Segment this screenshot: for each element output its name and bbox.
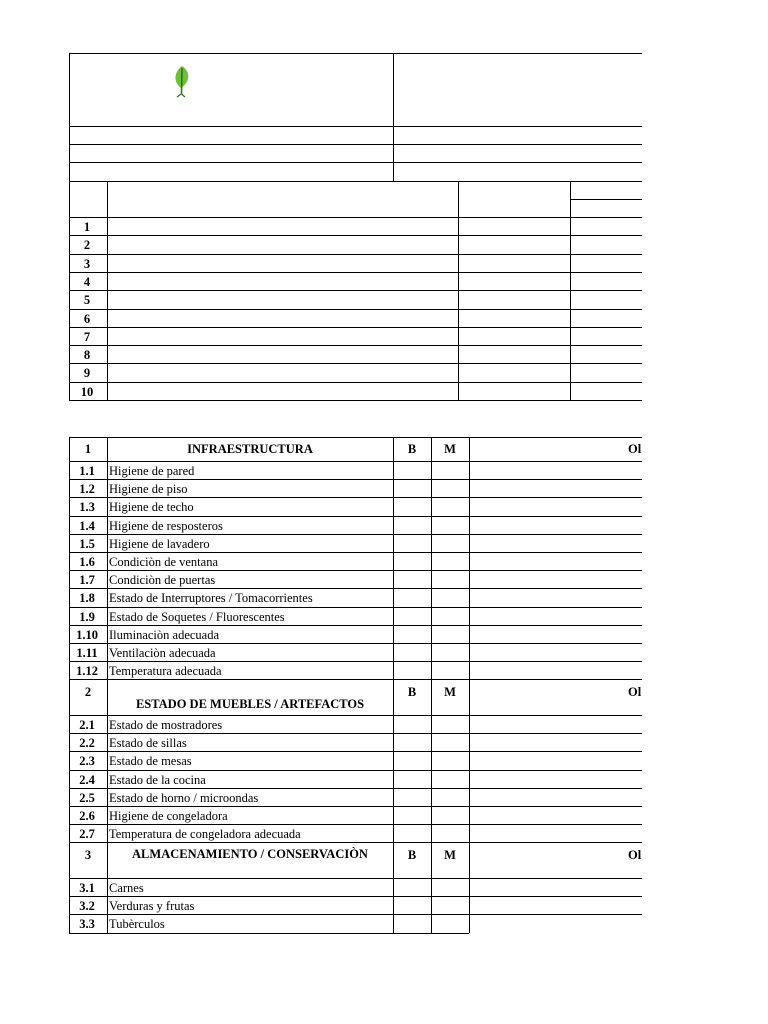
section-header-top (69, 842, 642, 843)
concesionario-row-border (69, 181, 642, 182)
carne-sub-border (570, 199, 642, 200)
item-row-border (69, 643, 642, 644)
item-row-border (69, 479, 642, 480)
item-number: 1.3 (79, 500, 95, 514)
grid-line (469, 625, 470, 643)
grid-line (107, 751, 108, 770)
personal-row-number: 5 (83, 293, 91, 308)
item-label: Higiene de techo (109, 500, 194, 514)
item-label: Estado de mostradores (109, 718, 223, 732)
grid-line (393, 534, 394, 552)
grid-line (469, 552, 470, 570)
grid-line (393, 824, 394, 842)
item-row-border (69, 588, 642, 589)
grid-line (431, 588, 432, 607)
personal-row-border (69, 272, 642, 273)
personal-row-number: 6 (83, 311, 91, 326)
b-column-header: B (407, 685, 417, 699)
grid-line (431, 479, 432, 497)
grid-line (469, 788, 470, 806)
grid-line (393, 715, 394, 733)
section-header-bottom (69, 461, 642, 462)
grid-line (107, 788, 108, 806)
item-row-border (69, 733, 642, 734)
section-title: ESTADO DE MUEBLES / ARTEFACTOS (135, 697, 365, 711)
grid-line (393, 643, 394, 661)
item-row-border (69, 751, 642, 752)
personal-row-number: 10 (80, 384, 94, 399)
section-header-bottom (69, 715, 642, 716)
grid-line (431, 625, 432, 643)
item-row-border (69, 552, 642, 553)
personal-row-number: 7 (83, 329, 91, 344)
grid-line (431, 461, 432, 479)
grid-line (393, 607, 394, 625)
grid-line (431, 896, 432, 914)
item-number: 2.4 (79, 773, 95, 787)
section-number: 3 (84, 848, 92, 862)
grid-line (469, 643, 470, 661)
grid-line (469, 733, 470, 751)
item-number: 3.3 (79, 917, 95, 931)
grid-line (393, 770, 394, 788)
grid-line (431, 534, 432, 552)
item-row-border (69, 607, 642, 608)
grid-line (469, 878, 470, 896)
grid-line (431, 661, 432, 679)
grid-line (469, 588, 470, 607)
item-number: 1.11 (76, 646, 98, 660)
item-row-border (69, 914, 642, 915)
item-row-border (69, 824, 642, 825)
grid-line (431, 770, 432, 788)
item-number: 2.2 (79, 736, 95, 750)
personal-row-border (69, 345, 642, 346)
fecha-row-border (69, 144, 642, 145)
item-label: Ventilaciòn adecuada (109, 646, 216, 660)
personal-row-number: 2 (83, 238, 91, 253)
item-label: Higiene de piso (109, 482, 188, 496)
grid-line (393, 661, 394, 679)
item-label: Temperatura de congeladora adecuada (109, 827, 301, 841)
grid-line (393, 896, 394, 914)
item-label: Verduras y frutas (109, 899, 195, 913)
personal-row-number: 8 (83, 348, 91, 363)
grid-line (107, 588, 108, 607)
grid-line (469, 806, 470, 824)
obs-column-header: Ol (628, 685, 642, 699)
item-label: Temperatura adecuada (109, 664, 222, 678)
grid-line (431, 788, 432, 806)
grid-line (393, 878, 394, 896)
item-label: Estado de la cocina (109, 773, 206, 787)
grid-line (393, 588, 394, 607)
grid-line (469, 461, 470, 479)
personal-header-bottom (69, 217, 642, 218)
item-row-border (69, 788, 642, 789)
header-bottom-border (69, 126, 642, 127)
item-label: Estado de Soquetes / Fluorescentes (109, 610, 285, 624)
item-number: 2.1 (79, 718, 95, 732)
grid-line (107, 824, 108, 842)
grid-line (107, 896, 108, 914)
grid-line (431, 914, 432, 933)
grid-line (107, 733, 108, 751)
m-column-header: M (444, 442, 456, 456)
grid-line (107, 497, 108, 516)
item-number: 1.10 (76, 628, 98, 642)
grid-line (469, 479, 470, 497)
grid-line (431, 806, 432, 824)
grid-line (107, 625, 108, 643)
grid-line (469, 679, 470, 715)
item-number: 2.7 (79, 827, 95, 841)
grid-line (469, 914, 470, 933)
obs-column-header: Ol (628, 442, 642, 456)
section-number: 2 (84, 685, 92, 699)
grid-line (469, 770, 470, 788)
item-row-border (69, 570, 642, 571)
section-header-bottom (69, 878, 642, 879)
item-number: 1.8 (79, 591, 95, 605)
grid-line (393, 788, 394, 806)
grid-line (393, 914, 394, 933)
header-top-border (69, 53, 642, 54)
rio-seco-logo (97, 58, 297, 118)
grid-line (431, 552, 432, 570)
b-column-header: B (407, 442, 417, 456)
section-number: 1 (84, 442, 92, 456)
item-row-border (69, 770, 642, 771)
grid-line (393, 751, 394, 770)
item-label: Higiene de pared (109, 464, 195, 478)
item-label: Higiene de congeladora (109, 809, 228, 823)
personal-row-number: 1 (83, 220, 91, 234)
personal-row-border (69, 235, 642, 236)
grid-line (393, 461, 394, 479)
item-label: Higiene de lavadero (109, 537, 210, 551)
item-number: 1.4 (79, 519, 95, 533)
item-number: 1.6 (79, 555, 95, 569)
item-row-border (69, 625, 642, 626)
grid-line (393, 552, 394, 570)
grid-line (107, 552, 108, 570)
grid-line (107, 479, 108, 497)
item-label: Iluminaciòn adecuada (109, 628, 220, 642)
item-label: Estado de Interruptores / Tomacorrientes (109, 591, 313, 605)
grid-line (431, 570, 432, 588)
grid-line (469, 842, 470, 878)
personal-row-border (69, 327, 642, 328)
m-column-header: M (444, 685, 456, 699)
item-number: 1.12 (76, 664, 98, 678)
grid-line (469, 437, 470, 461)
comedor-row-border (69, 162, 642, 163)
grid-line (393, 806, 394, 824)
grid-line (107, 770, 108, 788)
item-label: Condiciòn de ventana (109, 555, 218, 569)
item-number: 3.1 (79, 881, 95, 895)
section-title: ALMACENAMIENTO / CONSERVACIÒN (132, 847, 368, 861)
item-label: Estado de sillas (109, 736, 187, 750)
item-row-border (69, 516, 642, 517)
grid-line (431, 824, 432, 842)
personal-row-number: 9 (83, 366, 91, 381)
grid-line (393, 570, 394, 588)
grid-line (107, 461, 108, 479)
section-title: INFRAESTRUCTURA (187, 442, 313, 456)
item-label: Estado de mesas (109, 754, 192, 768)
item-row-border (69, 497, 642, 498)
item-row-border (69, 896, 642, 897)
grid-line (469, 497, 470, 516)
grid-line (431, 516, 432, 534)
grid-line (431, 878, 432, 896)
grid-line (431, 751, 432, 770)
item-row-border (69, 933, 469, 934)
grid-line (107, 570, 108, 588)
b-column-header: B (407, 848, 417, 862)
section-header-top (69, 679, 642, 680)
grid-line (469, 570, 470, 588)
item-label: Tubèrculos (109, 917, 165, 931)
m-column-header: M (444, 848, 456, 862)
item-number: 1.5 (79, 537, 95, 551)
personal-row-border (69, 363, 642, 364)
personal-row-border (69, 400, 642, 401)
personal-row-border (69, 382, 642, 383)
grid-line (393, 479, 394, 497)
grid-line (107, 534, 108, 552)
grid-line (469, 607, 470, 625)
item-number: 1.7 (79, 573, 95, 587)
personal-row-border (69, 290, 642, 291)
grid-line (431, 715, 432, 733)
item-number: 1.9 (79, 610, 95, 624)
item-number: 2.6 (79, 809, 95, 823)
grid-line (431, 643, 432, 661)
obs-column-header: Ol (628, 848, 642, 862)
item-row-border (69, 661, 642, 662)
item-number: 1.1 (79, 464, 95, 478)
grid-line (107, 661, 108, 679)
item-number: 3.2 (79, 899, 95, 913)
item-number: 2.5 (79, 791, 95, 805)
grid-line (469, 534, 470, 552)
grid-line (469, 896, 470, 914)
grid-line (107, 607, 108, 625)
grid-line (469, 715, 470, 733)
item-label: Condiciòn de puertas (109, 573, 216, 587)
grid-line (393, 625, 394, 643)
grid-line (469, 824, 470, 842)
grid-line (107, 914, 108, 933)
grid-line (431, 607, 432, 625)
grid-line (107, 516, 108, 534)
personal-row-number: 4 (83, 274, 91, 289)
grid-line (431, 733, 432, 751)
item-number: 2.3 (79, 754, 95, 768)
personal-row-number: 3 (83, 256, 91, 271)
item-label: Estado de horno / microondas (109, 791, 259, 805)
grid-line (393, 733, 394, 751)
grid-line (469, 516, 470, 534)
grid-line (107, 878, 108, 896)
grid-line (107, 715, 108, 733)
leaf-icon (171, 64, 193, 98)
personal-row-border (69, 254, 642, 255)
grid-line (393, 497, 394, 516)
item-label: Carnes (109, 881, 144, 895)
grid-line (469, 751, 470, 770)
grid-line (107, 806, 108, 824)
section-header-top (69, 437, 642, 438)
grid-line (431, 497, 432, 516)
item-row-border (69, 534, 642, 535)
personal-row-border (69, 309, 642, 310)
item-row-border (69, 806, 642, 807)
grid-line (107, 643, 108, 661)
grid-line (469, 661, 470, 679)
item-label: Higiene de resposteros (109, 519, 223, 533)
item-number: 1.2 (79, 482, 95, 496)
grid-line (393, 516, 394, 534)
